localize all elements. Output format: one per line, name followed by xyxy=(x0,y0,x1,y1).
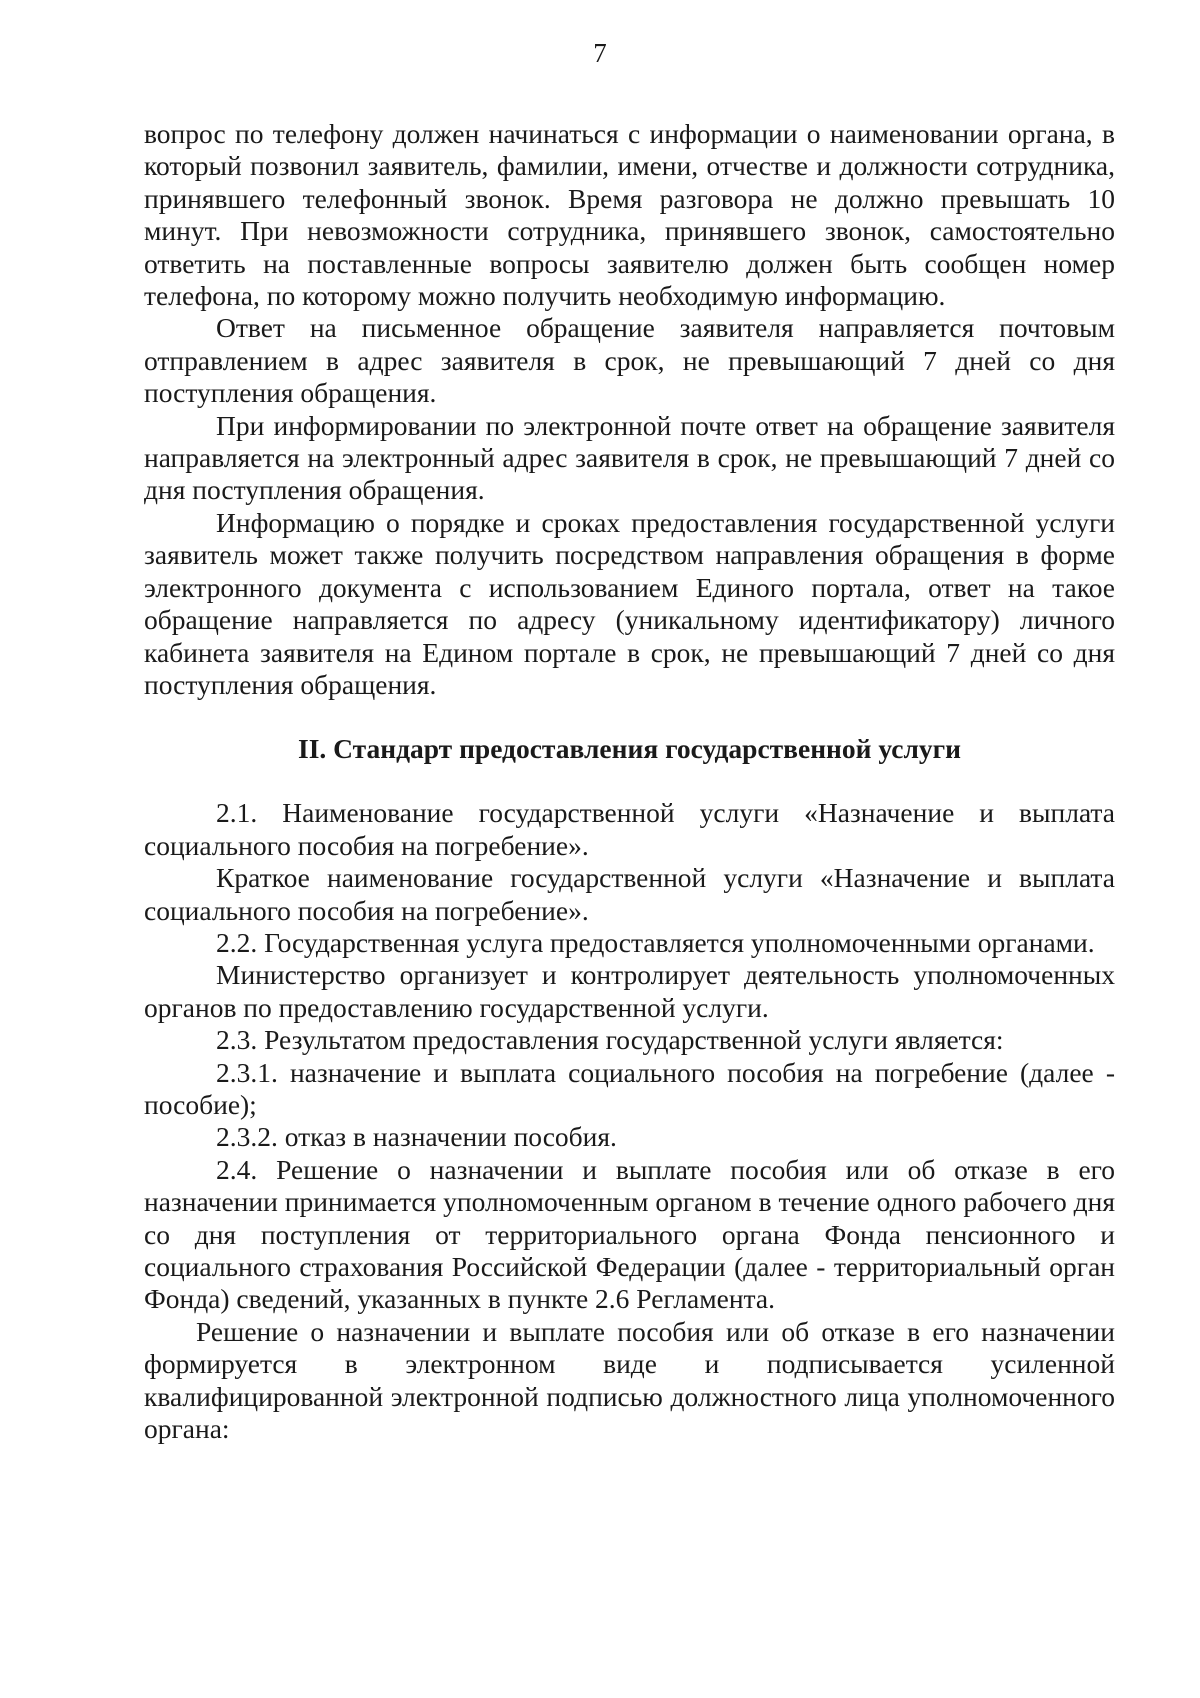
paragraph-2-2: 2.2. Государственная услуга предоставляется уполномоченными органами. xyxy=(216,926,1095,958)
document-body xyxy=(144,118,1115,1445)
paragraph-ministry: Министерство организует и контролирует деятельность уполномоченных органов по предоставлению государственной услуги. xyxy=(144,959,1115,1023)
paragraph-2-1: 2.1. Наименование государственной услуги «Назначение и выплата социального пособия на погребение». xyxy=(144,797,1115,861)
paragraph-2-4: 2.4. Решение о назначении и выплате пособия или об отказе в его назначении принимается уполномоченным органом в течение одного рабочего дня со дня поступления от территориального органа Фонда пенсионного и социального страхования Российской Федерации (далее - территориальный орган Фонда) сведений, указанных в пункте 2.6 Регламента. xyxy=(144,1153,1115,1315)
paragraph-decision-signature: Решение о назначении и выплате пособия или об отказе в его назначении формируется в электронном виде и подписывается усиленной квалифицированной электронной подписью должностного лица уполномоченного органа: xyxy=(144,1315,1115,1445)
paragraph-2-3-2: 2.3.2. отказ в назначении пособия. xyxy=(216,1121,617,1153)
paragraph-short-name: Краткое наименование государственной услуги «Назначение и выплата социального пособия на погребение». xyxy=(144,862,1115,926)
paragraph-phone-inquiry: вопрос по телефону должен начинаться с информации о наименовании органа, в который позвонил заявитель, фамилии, имени, отчестве и должности сотрудника, принявшего телефонный звонок. Время разговора не должно превышать 10 минут. При невозможности сотрудника, принявшего звонок, самостоятельно ответить на поставленные вопросы заявителю должен быть сообщен номер телефона, по которому можно получить необходимую информацию. xyxy=(144,118,1115,312)
paragraph-portal-reply: Информацию о порядке и сроках предоставления государственной услуги заявитель может также получить посредством направления обращения в форме электронного документа с использованием Единого портала, ответ на такое обращение направляется по адресу (уникальному идентификатору) личного кабинета заявителя на Едином портале в срок, не превышающий 7 дней со дня поступления обращения. xyxy=(144,506,1115,700)
paragraph-written-reply: Ответ на письменное обращение заявителя направляется почтовым отправлением в адрес заявителя в срок, не превышающий 7 дней со дня поступления обращения. xyxy=(144,312,1115,409)
paragraph-2-3: 2.3. Результатом предоставления государственной услуги является: xyxy=(216,1024,1004,1056)
paragraph-email-reply: При информировании по электронной почте ответ на обращение заявителя направляется на электронный адрес заявителя в срок, не превышающий 7 дней со дня поступления обращения. xyxy=(144,409,1115,506)
paragraph-2-3-1: 2.3.1. назначение и выплата социального пособия на погребение (далее - пособие); xyxy=(144,1056,1115,1120)
page-number: 7 xyxy=(593,38,607,68)
section-heading: II. Стандарт предоставления государственной услуги xyxy=(298,733,961,765)
